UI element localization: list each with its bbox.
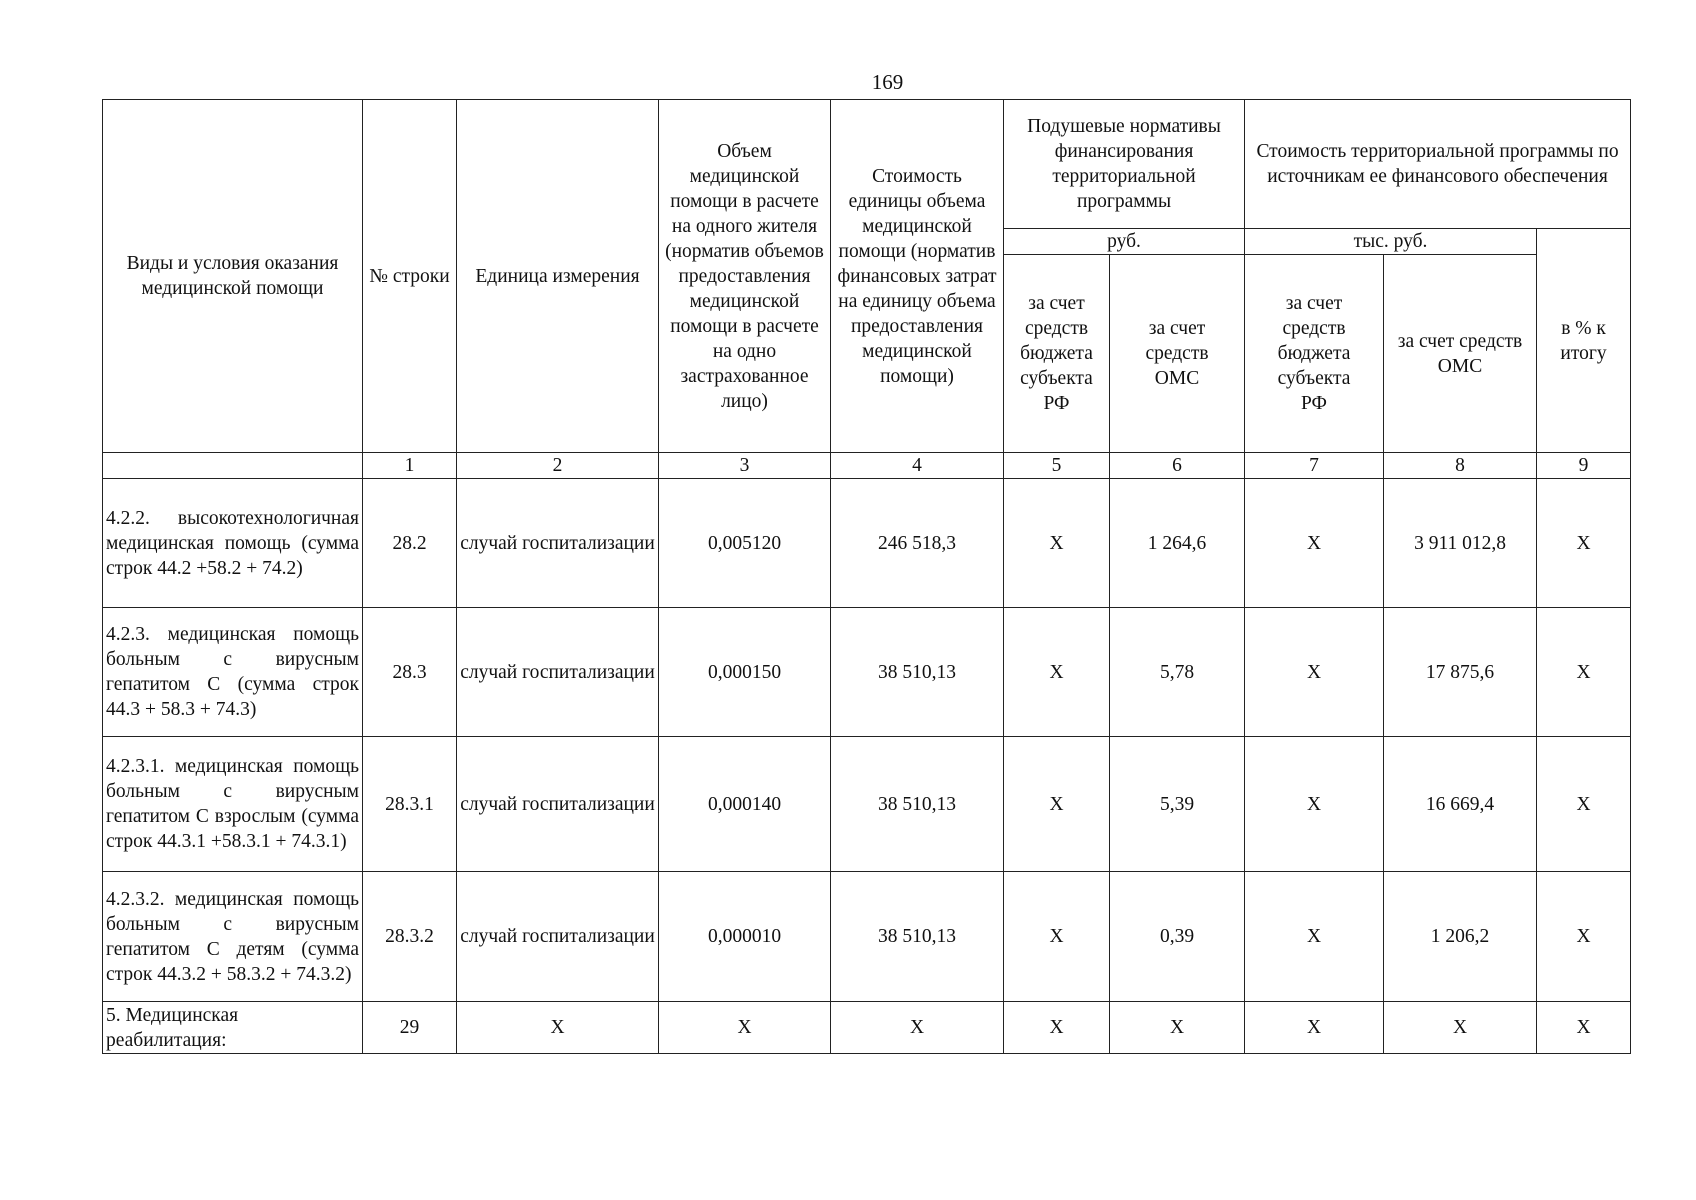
row-number: 28.2 [363,479,457,608]
row-cost: X [831,1002,1004,1054]
row-kind: 4.2.3.1. медицинская помощь больным с вирусным гепатитом С взрослым (сумма строк 44.3.1 +58.3.1 + 74.3.1) [103,737,363,872]
row-kind: 5. Медицинская реабилитация: [103,1002,363,1054]
row-unit: случай госпитализации [457,479,659,608]
column-number: 6 [1110,453,1245,479]
row-unit: случай госпитализации [457,872,659,1002]
column-number: 2 [457,453,659,479]
row-cost: 38 510,13 [831,608,1004,737]
header-per-capita: Подушевые нормативы финансирования территориальной программы [1004,100,1245,229]
row-kind: 4.2.2. высокотехнологичная медицинская помощь (сумма строк 44.2 +58.2 + 74.2) [103,479,363,608]
table-row [103,608,1631,737]
header-thousand-rub: тыс. руб. [1245,229,1537,255]
row-cost: 38 510,13 [831,737,1004,872]
row-c8: 1 206,2 [1384,872,1537,1002]
row-c6: 5,78 [1110,608,1245,737]
table-row [103,1002,1631,1054]
header-budget-7: за счет средств бюджета субъекта РФ [1245,255,1384,453]
row-c6: 1 264,6 [1110,479,1245,608]
row-volume: 0,000010 [659,872,831,1002]
row-c5: X [1004,872,1110,1002]
row-kind: 4.2.3. медицинская помощь больным с вирусным гепатитом С (сумма строк 44.3 + 58.3 + 74.3) [103,608,363,737]
column-number: 8 [1384,453,1537,479]
page-number: 169 [871,70,904,94]
header-kind: Виды и условия оказания медицинской помощи [103,100,363,453]
header-row-no: № строки [363,100,457,453]
header-oms-6: за счет средств ОМС [1110,255,1245,453]
row-c6: X [1110,1002,1245,1054]
row-c9: X [1537,1002,1631,1054]
row-c5: X [1004,1002,1110,1054]
row-c9: X [1537,737,1631,872]
column-number: 1 [363,453,457,479]
row-unit: случай госпитализации [457,737,659,872]
column-number: 9 [1537,453,1631,479]
row-volume: 0,000140 [659,737,831,872]
table-row [103,737,1631,872]
row-number: 28.3 [363,608,457,737]
header-budget-5: за счет средств бюджета субъекта РФ [1004,255,1110,453]
row-kind: 4.2.3.2. медицинская помощь больным с вирусным гепатитом С детям (сумма строк 44.3.2 + 58.3.2 + 74.3.2) [103,872,363,1002]
column-number: 4 [831,453,1004,479]
row-c6: 5,39 [1110,737,1245,872]
row-c9: X [1537,872,1631,1002]
row-number: 28.3.2 [363,872,457,1002]
row-c5: X [1004,479,1110,608]
row-c9: X [1537,479,1631,608]
row-c8: X [1384,1002,1537,1054]
row-c7: X [1245,608,1384,737]
header-volume: Объем медицинской помощи в расчете на одного жителя (норматив объемов предоставления медицинской помощи в расчете на одно застрахованное лицо) [659,100,831,453]
header-row-1 [103,100,1631,229]
row-c5: X [1004,608,1110,737]
row-cost: 246 518,3 [831,479,1004,608]
header-unit: Единица измерения [457,100,659,453]
table-row [103,479,1631,608]
header-rub: руб. [1004,229,1245,255]
row-unit: случай госпитализации [457,608,659,737]
row-c8: 3 911 012,8 [1384,479,1537,608]
row-c7: X [1245,737,1384,872]
row-cost: 38 510,13 [831,872,1004,1002]
column-number [103,453,363,479]
header-cost: Стоимость единицы объема медицинской помощи (норматив финансовых затрат на единицу объема предоставления медицинской помощи) [831,100,1004,453]
row-number: 28.3.1 [363,737,457,872]
table-row [103,872,1631,1002]
row-c7: X [1245,1002,1384,1054]
financing-table [102,99,1631,1054]
row-c6: 0,39 [1110,872,1245,1002]
column-number-row [103,453,1631,479]
column-number: 3 [659,453,831,479]
row-volume: 0,000150 [659,608,831,737]
row-c8: 16 669,4 [1384,737,1537,872]
row-c7: X [1245,479,1384,608]
row-c5: X [1004,737,1110,872]
row-c9: X [1537,608,1631,737]
row-volume: X [659,1002,831,1054]
header-program-cost: Стоимость территориальной программы по источникам ее финансового обеспечения [1245,100,1631,229]
row-c8: 17 875,6 [1384,608,1537,737]
column-number: 5 [1004,453,1110,479]
row-unit: X [457,1002,659,1054]
row-volume: 0,005120 [659,479,831,608]
row-number: 29 [363,1002,457,1054]
header-oms-8: за счет средств ОМС [1384,255,1537,453]
row-c7: X [1245,872,1384,1002]
column-number: 7 [1245,453,1384,479]
header-percent: в % к итогу [1537,229,1631,453]
